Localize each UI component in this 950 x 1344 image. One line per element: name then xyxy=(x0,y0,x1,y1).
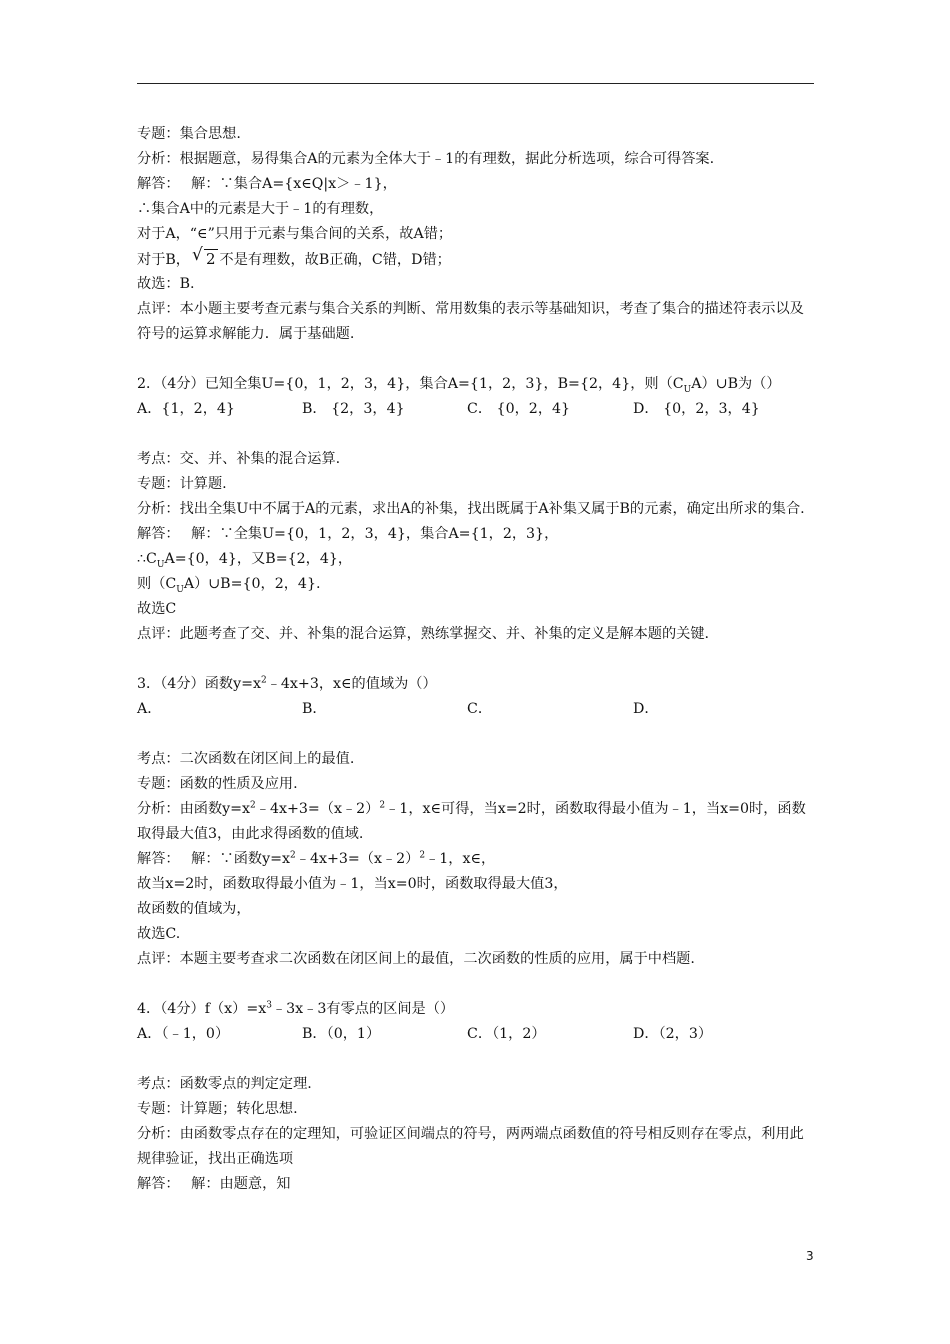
q2-solution-text: A）∪B={0，2，4}. xyxy=(183,576,321,592)
spacer xyxy=(137,422,817,447)
q2-stem-text: A）∪B为（） xyxy=(691,376,781,392)
q3-superscript: 2 xyxy=(250,800,256,811)
q2-solution-line xyxy=(137,547,817,572)
q2-option-b: B． {2，3，4} xyxy=(302,401,405,417)
q2-option-d: D． {0，2，3，4} xyxy=(633,401,760,417)
q1-solution-line: ∴集合A中的元素是大于﹣1的有理数， xyxy=(137,201,384,217)
q4-point: 考点：函数零点的判定定理. xyxy=(137,1076,312,1092)
q3-stem-text: 3．（4分）函数y=x xyxy=(137,676,261,692)
q3-stem-text: ﹣4x+3，x∈的值域为（） xyxy=(266,676,437,692)
q2-solution-text: 则（C xyxy=(137,576,177,592)
q4-solution-line: 解答： 解：由题意，知 xyxy=(137,1176,291,1192)
q4-option-c: C．（1，2） xyxy=(467,1026,546,1042)
q4-topic: 专题：计算题；转化思想. xyxy=(137,1101,298,1117)
spacer xyxy=(137,722,817,747)
q4-options xyxy=(137,1022,817,1047)
q2-options xyxy=(137,397,817,422)
q1-solution-text: 对于B， xyxy=(137,252,190,268)
q3-solution-text: ﹣1，x∈， xyxy=(425,851,496,867)
q3-option-d: D． xyxy=(633,701,659,717)
spacer xyxy=(137,1047,817,1072)
q3-option-b: B． xyxy=(302,701,327,717)
q3-comment: 点评：本题主要考查求二次函数在闭区间上的最值，二次函数的性质的应用，属于中档题. xyxy=(137,951,695,967)
q1-analysis: 分析：根据题意，易得集合A的元素为全体大于﹣1的有理数，据此分析选项，综合可得答案. xyxy=(137,151,715,167)
sqrt-argument: 2 xyxy=(206,250,216,268)
q1-comment: 点评：本小题主要考查元素与集合关系的判断、常用数集的表示等基础知识，考查了集合的描述符表示以及符号的运算求解能力．属于基础题. xyxy=(137,301,804,342)
q1-topic: 专题：集合思想. xyxy=(137,126,241,142)
q3-option-c: C． xyxy=(467,701,493,717)
q3-solution-line: 故函数的值域为， xyxy=(137,901,251,917)
q3-superscript: 2 xyxy=(290,850,296,861)
q2-topic: 专题：计算题. xyxy=(137,476,227,492)
q2-comment: 点评：此题考查了交、并、补集的混合运算，熟练掌握交、并、补集的定义是解本题的关键. xyxy=(137,626,710,642)
q3-superscript: 2 xyxy=(379,800,386,811)
spacer xyxy=(137,972,817,997)
q4-analysis: 分析：由函数零点存在的定理知，可验证区间端点的符号，两两端点函数值的符号相反则存在零点，利用此规律验证，找出正确选项 xyxy=(137,1126,804,1167)
page-number: 3 xyxy=(806,1249,814,1263)
q4-stem xyxy=(137,997,817,1022)
q3-solution-line: 故当x=2时，函数取得最小值为﹣1，当x=0时，函数取得最大值3， xyxy=(137,876,568,892)
q2-subscript: U xyxy=(156,559,165,570)
q2-solution-text: A={0，4}，又B={2，4}， xyxy=(164,551,353,567)
header-rule xyxy=(137,83,814,84)
q4-stem-text: ﹣3x﹣3有零点的区间是（） xyxy=(271,1001,455,1017)
q4-stem-text: 4．（4分）f（x）=x xyxy=(137,1001,267,1017)
q3-options xyxy=(137,697,817,722)
spacer xyxy=(137,647,817,672)
document-body xyxy=(137,122,817,1197)
q3-solution-line xyxy=(137,847,817,872)
q3-stem xyxy=(137,672,817,697)
q3-point: 考点：二次函数在闭区间上的最值. xyxy=(137,751,355,767)
q3-analysis-text: 分析：由函数y=x xyxy=(137,801,251,817)
q3-superscript: 2 xyxy=(419,850,426,861)
q2-answer: 故选C xyxy=(137,601,177,617)
q2-solution-text: ∴C xyxy=(137,551,157,567)
q4-option-b: B．（0，1） xyxy=(302,1026,381,1042)
q3-analysis xyxy=(137,797,817,847)
q2-subscript: U xyxy=(176,584,184,595)
q1-solution-text: 不是有理数，故B正确，C错，D错； xyxy=(219,252,451,268)
q2-solution-line xyxy=(137,572,817,597)
q3-answer: 故选C. xyxy=(137,926,181,942)
q1-solution-line: 解答： 解：∵集合A={x∈Q|x＞﹣1}， xyxy=(137,176,397,192)
q3-superscript: 2 xyxy=(260,675,267,686)
q4-option-d: D．（2，3） xyxy=(633,1026,713,1042)
q2-stem xyxy=(137,372,817,397)
q4-option-a: A．（﹣1，0） xyxy=(137,1026,230,1042)
q3-solution-text: 解答： 解：∵函数y=x xyxy=(137,851,291,867)
q2-solution-line: 解答： 解：∵全集U={0，1，2，3，4}，集合A={1，2，3}， xyxy=(137,526,559,542)
q1-answer: 故选：B. xyxy=(137,276,195,292)
q3-analysis-text: ﹣1，x∈可得，当x=2时，函数取得最小值为﹣1，当x=0时，函数取得最大值3，由此求得函数的值域. xyxy=(137,801,806,842)
q2-option-a: A．{1，2，4} xyxy=(137,401,235,417)
q3-analysis-text: ﹣4x+3=（x﹣2） xyxy=(255,801,380,817)
q2-option-c: C． {0，2，4} xyxy=(467,401,571,417)
q2-point: 考点：交、并、补集的混合运算. xyxy=(137,451,341,467)
sqrt-symbol: √ 2 xyxy=(192,245,216,268)
q2-stem-text: 2．（4分）已知全集U={0，1，2，3，4}，集合A={1，2，3}，B={2，4}，则（C xyxy=(137,376,684,392)
q1-solution-line xyxy=(137,247,817,272)
q4-superscript: 3 xyxy=(266,1000,272,1011)
spacer xyxy=(137,347,817,372)
q1-solution-line: 对于A，“∈”只用于元素与集合间的关系，故A错； xyxy=(137,226,453,242)
q3-option-a: A． xyxy=(137,701,162,717)
q2-analysis: 分析：找出全集U中不属于A的元素，求出A的补集，找出既属于A补集又属于B的元素，确定出所求的集合. xyxy=(137,501,805,517)
q2-stem-subscript: U xyxy=(683,384,692,395)
q3-solution-text: ﹣4x+3=（x﹣2） xyxy=(295,851,420,867)
q3-topic: 专题：函数的性质及应用. xyxy=(137,776,298,792)
